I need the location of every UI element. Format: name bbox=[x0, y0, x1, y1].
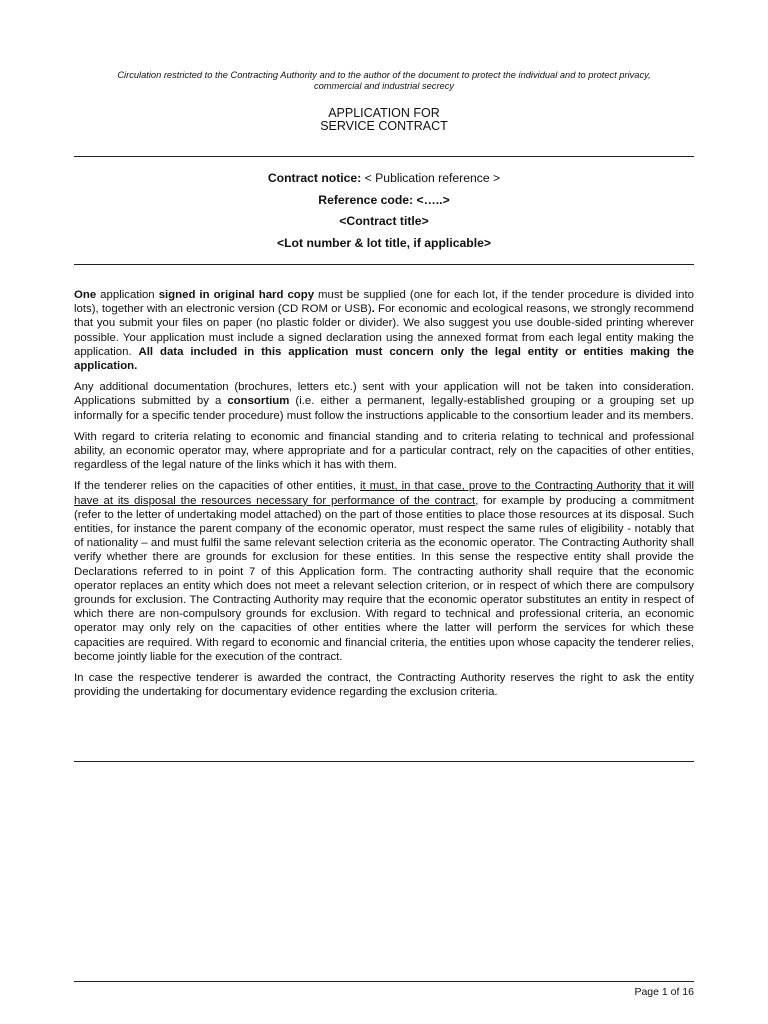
divider-bottom bbox=[74, 761, 694, 762]
p1-span-6: For economic and ecological reasons, we strongly recommend that you submit your files on paper (no plastic folder or divider). We also suggest you use double-sided printing wherever possible. Your application must include a signed declaration using the annexed format from each legal entity making the application. bbox=[74, 303, 694, 358]
document-title bbox=[74, 107, 694, 133]
p2-span-3: (i.e. either a permanent, legally-established grouping or a grouping set up informally for a specific tender procedure) must follow the instructions applicable to the consortium leader and its members. bbox=[74, 395, 694, 422]
p1-span-3: signed in original hard copy bbox=[158, 289, 315, 301]
divider-contract bbox=[74, 264, 694, 265]
paragraph-consortium bbox=[74, 380, 694, 423]
p1-span-5: . bbox=[371, 303, 375, 316]
contract-notice-value: < Publication reference > bbox=[361, 171, 501, 185]
paragraph-criteria: With regard to criteria relating to economic and financial standing and to criteria relating to technical and professional ability, an economic operator may, where appropriate and for a particular contract, rely on the capacities of other entities, regardless of the legal nature of the links which it has with them. bbox=[74, 430, 694, 472]
paragraph-application bbox=[74, 288, 694, 373]
divider-top bbox=[74, 156, 694, 157]
p4-span-2: it must, in that case, prove to the Contracting Authority that it will have at its disposal the resources necessary for performance of the contract bbox=[74, 480, 694, 507]
p4-span-3: , for example by producing a commitment (refer to the letter of undertaking model attached) on the part of those entities to place those resources at its disposal. Such entities, for instance the parent company of the economic operator, must respect the same rules of eligibility - notably that of nationality – and must fulfil the same relevant selection criteria as the economic operator. The Contracting Authority shall verify whether there are grounds for exclusion for these entities. In this sense the respective entity shall provide the Declarations referred to in point 7 of this Application form. The contracting authority shall require that the economic operator replaces an entity which does not meet a relevant selection criterion, or in respect of which there are compulsory grounds for exclusion. The Contracting Authority may require that the economic operator substitutes an entity in respect of which there are non-compulsory grounds for exclusion. With regard to technical and professional criteria, an economic operator may only rely on the capacities of other entities where the latter will perform the services for which these capacities are required. With regard to economic and financial criteria, the entities upon whose capacity the tenderer relies, become jointly liable for the execution of the contract. bbox=[74, 494, 695, 663]
paragraph-other-entities bbox=[74, 479, 694, 664]
title-line-2: SERVICE CONTRACT bbox=[320, 119, 448, 133]
reference-code: Reference code: <…..> bbox=[318, 192, 450, 207]
p2-span-1: Any additional documentation (brochures, letters etc.) sent with your application will not be taken into consideration. Applications submitted by a bbox=[74, 381, 694, 408]
contract-notice-line bbox=[74, 170, 694, 192]
lot-title: <Lot number & lot title, if applicable> bbox=[277, 235, 491, 250]
p2-span-2: consortium bbox=[227, 395, 290, 408]
footer-divider bbox=[74, 981, 694, 982]
instructions-body bbox=[74, 288, 694, 706]
notice-line-1: Circulation restricted to the Contracting Authority and to the author of the document to protect the individual and to protect privacy, bbox=[117, 70, 651, 80]
contract-notice-label: Contract notice: bbox=[267, 171, 362, 185]
p1-span-1: One bbox=[74, 289, 97, 301]
contract-title: <Contract title> bbox=[339, 214, 429, 228]
paragraph-award: In case the respective tenderer is awarded the contract, the Contracting Authority reserves the right to ask the entity providing the undertaking for documentary evidence regarding the exclusion criteria. bbox=[74, 672, 694, 699]
p1-span-4: must be supplied (one for each lot, if the tender procedure is divided into lots), together with an electronic version (CD ROM or USB) bbox=[74, 289, 694, 316]
circulation-notice bbox=[74, 70, 694, 92]
p1-span-2: application bbox=[96, 289, 159, 301]
title-line-1: APPLICATION FOR bbox=[328, 106, 440, 120]
notice-line-2: commercial and industrial secrecy bbox=[313, 81, 455, 91]
p4-span-1: If the tenderer relies on the capacities of other entities, bbox=[74, 480, 361, 493]
contract-details bbox=[74, 170, 694, 256]
p1-span-7: All data included in this application must concern only the legal entity or entities making the application. bbox=[74, 345, 694, 373]
page-number: Page 1 of 16 bbox=[634, 986, 694, 998]
